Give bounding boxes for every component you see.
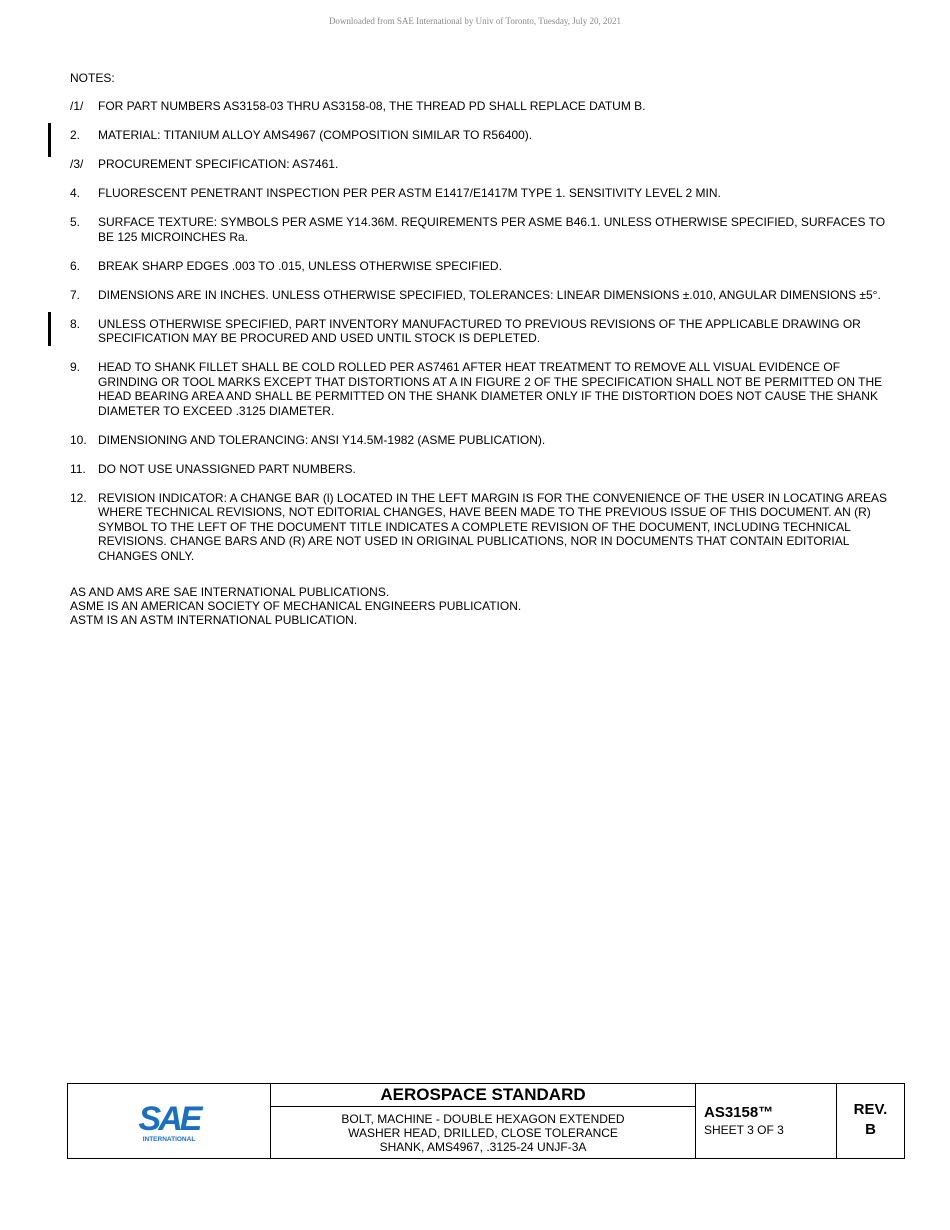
title-block — [67, 1083, 905, 1159]
sae-logo-subtext: INTERNATIONAL — [142, 1136, 196, 1143]
note-text: UNLESS OTHERWISE SPECIFIED, PART INVENTORY MANUFACTURED TO PREVIOUS REVISIONS OF THE APPLICABLE DRAWING OR SPECIFICATION MAY BE PROCURED AND USED UNTIL STOCK IS DEPLETED. — [98, 316, 861, 345]
document-number: AS3158™ — [704, 1104, 774, 1121]
note-number: /3/ — [70, 157, 84, 171]
note-text: REVISION INDICATOR: A CHANGE BAR (l) LOCATED IN THE LEFT MARGIN IS FOR THE CONVENIENCE OF THE USER IN LOCATING AREAS WHERE TECHNICAL REVISIONS, NOT EDITORIAL CHANGES, HAVE BEEN MADE TO THE PREVIOUS ISSUE OF THIS DOCUMENT. AN (R) SYMBOL TO THE LEFT OF THE DOCUMENT TITLE INDICATES A COMPLETE REVISION OF THE DOCUMENT, INCLUDING TECHNICAL REVISIONS. CHANGE BARS AND (R) ARE NOT USED IN ORIGINAL PUBLICATIONS, NOR IN DOCUMENTS THAT CONTAIN EDITORIAL CHANGES ONLY. — [98, 490, 888, 563]
sae-logo-cell — [68, 1084, 271, 1158]
note-item — [70, 157, 900, 172]
note-text: DO NOT USE UNASSIGNED PART NUMBERS. — [98, 461, 356, 476]
note-item — [70, 128, 900, 143]
note-item — [70, 186, 900, 201]
notes-list — [70, 99, 900, 578]
note-text: MATERIAL: TITANIUM ALLOY AMS4967 (COMPOSITION SIMILAR TO R56400). — [98, 128, 533, 142]
notes-heading: NOTES: — [70, 71, 115, 85]
note-number: 12. — [70, 490, 87, 505]
note-number: /1/ — [70, 99, 84, 113]
note-number: 8. — [70, 316, 81, 331]
revision-value: B — [865, 1121, 876, 1138]
revision-label: REV. — [853, 1101, 888, 1118]
note-number: 4. — [70, 186, 81, 200]
aerospace-standard-heading: AEROSPACE STANDARD — [271, 1084, 695, 1107]
footnote-line: AS AND AMS ARE SAE INTERNATIONAL PUBLICATIONS. — [70, 585, 390, 599]
note-item — [70, 317, 900, 346]
note-text: HEAD TO SHANK FILLET SHALL BE COLD ROLLED PER AS7461 AFTER HEAT TREATMENT TO REMOVE ALL VISUAL EVIDENCE OF GRINDING OR TOOL MARKS EXCEPT THAT DISTORTIONS AT A IN FIGURE 2 OF THE SPECIFICATION SHALL NOT BE PERMITTED ON THE HEAD BEARING AREA AND SHALL BE PERMITTED ON THE SHANK DIAMETER ONLY IF THE DISTORTION DOES NOT CAUSE THE SHANK DIAMETER TO EXCEED .3125 DIAMETER. — [98, 360, 883, 418]
sae-logo — [134, 1099, 204, 1143]
note-item — [70, 462, 900, 477]
part-description-line: SHANK, AMS4967, .3125-24 UNJF-3A — [379, 1140, 587, 1154]
footnote-line: ASTM IS AN ASTM INTERNATIONAL PUBLICATION. — [70, 613, 358, 627]
footnote-line: ASME IS AN AMERICAN SOCIETY OF MECHANICAL ENGINEERS PUBLICATION. — [70, 599, 522, 613]
note-item — [70, 360, 900, 418]
download-banner: Downloaded from SAE International by Univ of Toronto, Tuesday, July 20, 2021 — [328, 16, 622, 26]
note-number: 10. — [70, 432, 87, 447]
note-text: SURFACE TEXTURE: SYMBOLS PER ASME Y14.36M. REQUIREMENTS PER ASME B46.1. UNLESS OTHERWISE SPECIFIED, SURFACES TO BE 125 MICROINCHES Ra. — [98, 215, 886, 244]
sheet-number: SHEET 3 OF 3 — [704, 1123, 784, 1137]
change-bar — [48, 312, 51, 346]
note-text: PROCUREMENT SPECIFICATION: AS7461. — [98, 157, 339, 171]
note-number: 2. — [70, 128, 81, 142]
document-number-cell — [696, 1084, 837, 1158]
note-text: FOR PART NUMBERS AS3158-03 THRU AS3158-08, THE THREAD PD SHALL REPLACE DATUM B. — [98, 99, 646, 113]
note-item — [70, 491, 900, 564]
sae-logo-text: SAE — [138, 1100, 200, 1138]
note-number: 7. — [70, 287, 81, 302]
note-number: 11. — [70, 461, 86, 476]
part-description-line: WASHER HEAD, DRILLED, CLOSE TOLERANCE — [348, 1126, 618, 1140]
note-text: DIMENSIONS ARE IN INCHES. UNLESS OTHERWISE SPECIFIED, TOLERANCES: LINEAR DIMENSIONS ±.010, ANGULAR DIMENSIONS ±5°. — [98, 287, 881, 302]
note-number: 9. — [70, 360, 81, 374]
part-description-line: BOLT, MACHINE - DOUBLE HEXAGON EXTENDED — [341, 1112, 625, 1126]
note-text: BREAK SHARP EDGES .003 TO .015, UNLESS OTHERWISE SPECIFIED. — [98, 258, 502, 273]
note-item — [70, 99, 900, 114]
title-cell — [271, 1084, 696, 1158]
revision-cell — [837, 1084, 904, 1158]
note-text: DIMENSIONING AND TOLERANCING: ANSI Y14.5M-1982 (ASME PUBLICATION). — [98, 432, 546, 447]
note-item — [70, 215, 900, 244]
change-bar — [48, 123, 51, 157]
note-item — [70, 288, 900, 303]
part-description — [271, 1107, 695, 1158]
note-item — [70, 433, 900, 448]
note-number: 6. — [70, 258, 81, 273]
note-number: 5. — [70, 215, 81, 229]
note-item — [70, 259, 900, 274]
publication-footnotes — [70, 585, 521, 627]
note-text: FLUORESCENT PENETRANT INSPECTION PER PER ASTM E1417/E1417M TYPE 1. SENSITIVITY LEVEL 2 MIN. — [98, 186, 721, 200]
